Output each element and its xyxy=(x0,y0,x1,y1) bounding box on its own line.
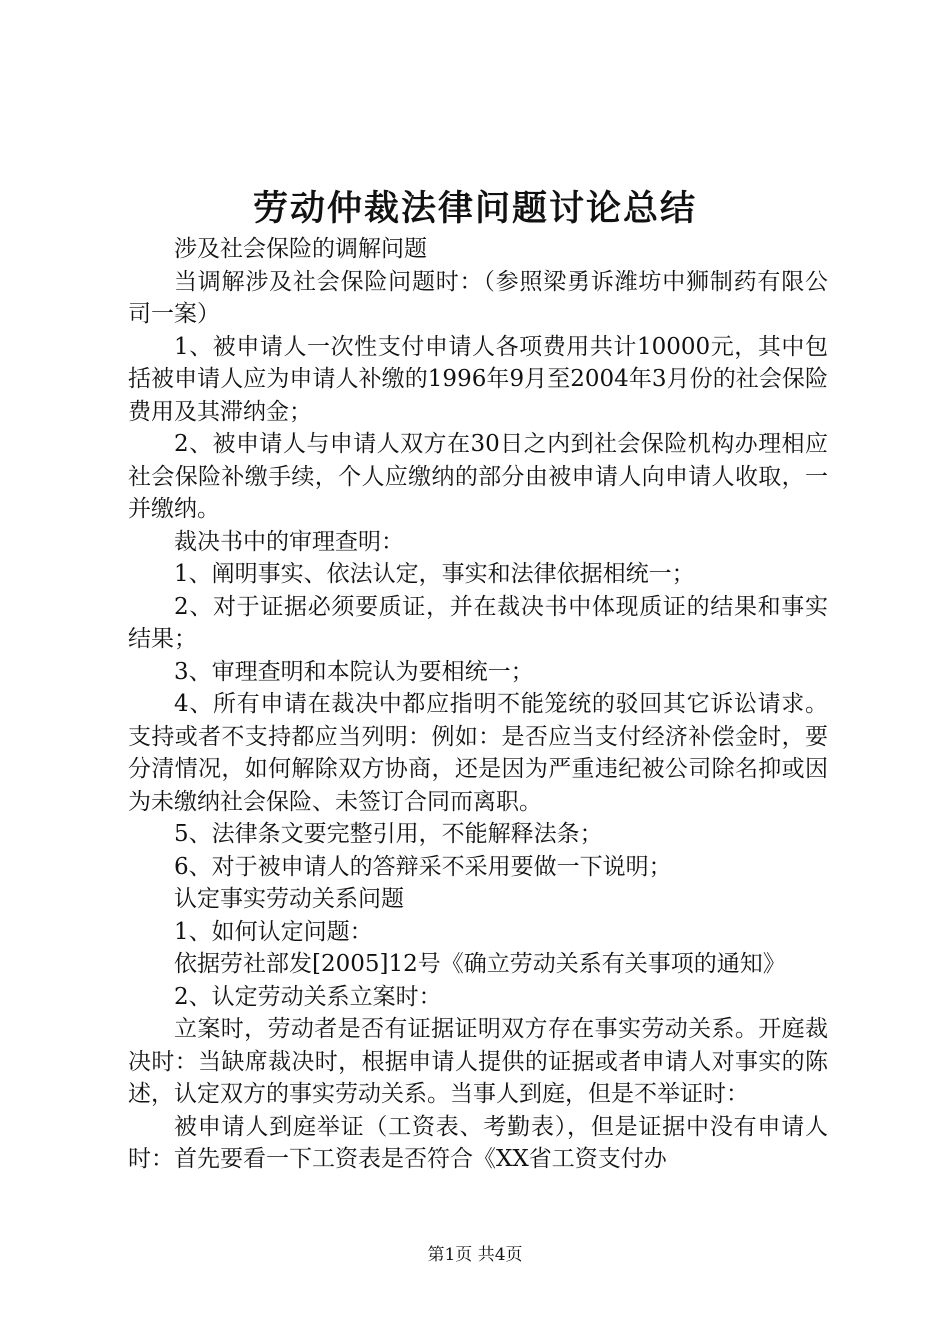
paragraph: 立案时，劳动者是否有证据证明双方存在事实劳动关系。开庭裁决时：当缺席裁决时，根据申请人提供的证据或者申请人对事实的陈述，认定双方的事实劳动关系。当事人到庭，但是不举证时： xyxy=(128,1016,828,1107)
paragraph: 认定事实劳动关系问题 xyxy=(174,886,404,912)
paragraph: 5、法律条文要完整引用，不能解释法条； xyxy=(174,821,603,847)
paragraph: 2、对于证据必须要质证，并在裁决书中体现质证的结果和事实结果； xyxy=(128,593,828,652)
paragraph: 4、所有申请在裁决中都应指明不能笼统的驳回其它诉讼请求。支持或者不支持都应当列明：例如：是否应当支付经济补偿金时，要分清情况，如何解除双方协商，还是因为严重违纪被公司除名抑或因为未缴纳社会保险、未签订合同而离职。 xyxy=(128,691,828,815)
paragraph: 当调解涉及社会保险问题时：（参照梁勇诉潍坊中狮制药有限公司一案） xyxy=(128,268,828,327)
paragraph: 涉及社会保险的调解问题 xyxy=(174,236,427,262)
paragraph: 2、被申请人与申请人双方在30日之内到社会保险机构办理相应社会保险补缴手续，个人应缴纳的部分由被申请人向申请人收取，一并缴纳。 xyxy=(128,431,828,522)
paragraph: 1、被申请人一次性支付申请人各项费用共计10000元，其中包括被申请人应为申请人补缴的1996年9月至2004年3月份的社会保险费用及其滞纳金； xyxy=(128,333,828,425)
paragraph: 被申请人到庭举证（工资表、考勤表），但是证据中没有申请人时：首先要看一下工资表是否符合《XX省工资支付办 xyxy=(128,1113,828,1172)
paragraph: 6、对于被申请人的答辩采不采用要做一下说明； xyxy=(174,853,672,880)
document-body xyxy=(128,233,828,1176)
paragraph: 裁决书中的审理查明： xyxy=(174,528,404,555)
document-title: 劳动仲裁法律问题讨论总结 xyxy=(252,188,697,229)
paragraph: 1、阐明事实、依法认定，事实和法律依据相统一； xyxy=(174,561,695,587)
paragraph: 依据劳社部发[2005]12号《确立劳动关系有关事项的通知》 xyxy=(174,951,786,977)
page-footer: 第1页 共4页 xyxy=(427,1245,523,1265)
paragraph: 2、认定劳动关系立案时： xyxy=(174,983,442,1010)
paragraph: 1、如何认定问题： xyxy=(174,918,373,945)
paragraph: 3、审理查明和本院认为要相统一； xyxy=(174,658,534,685)
